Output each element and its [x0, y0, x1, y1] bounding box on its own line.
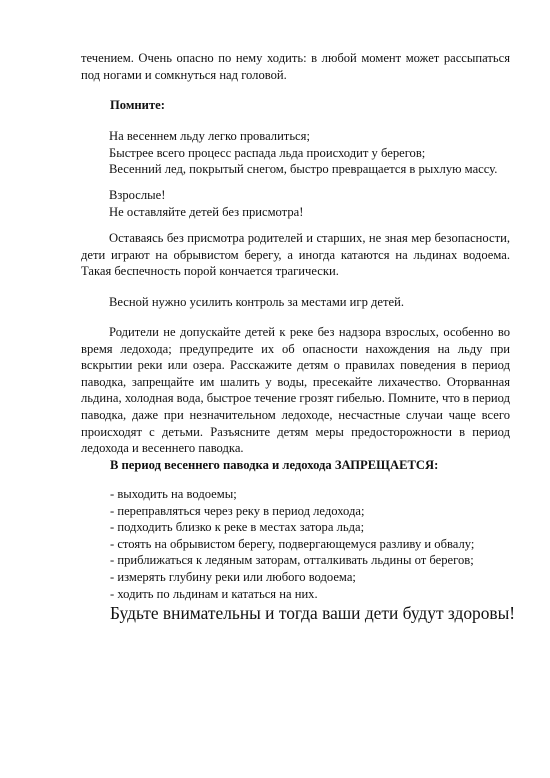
list-item: - переправляться через реку в период ледохода; — [110, 503, 365, 518]
closing-slogan: Будьте внимательны и тогда ваши дети будут здоровы! — [110, 603, 516, 623]
list-item: - стоять на обрывистом берегу, подвергающемуся разливу и обвалу; — [110, 536, 475, 551]
parents-paragraph: Родители не допускайте детей к реке без надзора взрослых, особенно во время ледохода; предупредите их об опасности нахождения на льду при вскрытии реки или озера. Расскажите детям о правилах поведения в период паводка, запрещайте им шалить у воды, пресекайте лихачество. Оторванная льдина, холодная вода, быстрое течение грозят гибелью. Помните, что в период паводка, даже при незначительном ледоходе, несчастные случаи чаще всего происходят с детьми. Разъясните детям меры предосторожности в период ледохода и весеннего паводка. — [81, 325, 510, 456]
adults-line: Взрослые! — [109, 188, 166, 202]
adults-warning — [81, 187, 510, 220]
list-item: - ходить по льдинам и кататься на них. — [110, 586, 318, 601]
remember-line: Весенний лед, покрытый снегом, быстро превращается в рыхлую массу. — [109, 162, 498, 177]
control-paragraph: Весной нужно усилить контроль за местами игр детей. — [109, 295, 405, 309]
remember-heading: Помните: — [110, 98, 165, 112]
intro-paragraph: течением. Очень опасно по нему ходить: в любой момент может рассыпаться под ногами и сомкнуться над головой. — [81, 51, 510, 82]
remember-line: На весеннем льду легко провалиться; — [109, 129, 310, 143]
list-item: - подходить близко к реке в местах затора льда; — [110, 520, 365, 535]
unsupervised-paragraph: Оставаясь без присмотра родителей и старших, не зная мер безопасности, дети играют на обрывистом берегу, а иногда катаются на льдинах водоема. Такая беспечность порой кончается трагически. — [81, 231, 510, 279]
remember-list — [81, 128, 510, 178]
list-item: - выходить на водоемы; — [110, 487, 237, 501]
list-item: - приближаться к ледяным заторам, отталкивать льдины от берегов; — [110, 553, 474, 568]
prohibited-list — [110, 486, 510, 602]
remember-line: Быстрее всего процесс распада льда происходит у берегов; — [109, 145, 426, 160]
adults-line: Не оставляйте детей без присмотра! — [109, 204, 304, 219]
prohibited-heading: В период весеннего паводка и ледохода ЗАПРЕЩАЕТСЯ: — [110, 458, 439, 472]
list-item: - измерять глубину реки или любого водоема; — [110, 569, 356, 584]
